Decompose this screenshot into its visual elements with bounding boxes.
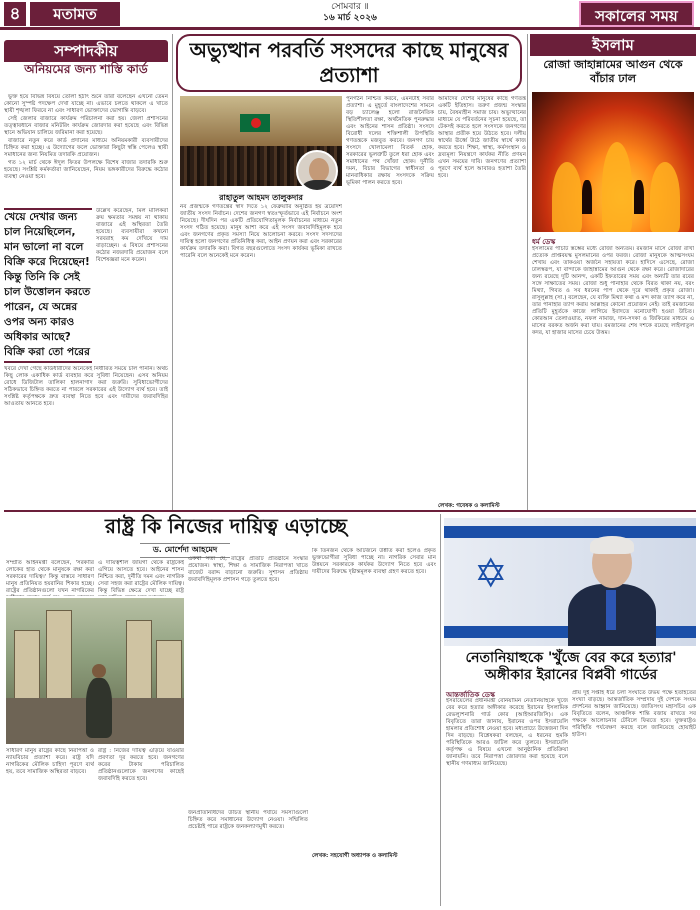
islam-tab: ইসলাম [530, 34, 696, 56]
section-label: মতামত [30, 2, 120, 26]
page-header [0, 0, 700, 30]
editorial-lower-text: খবরে দেখা গেছে কার্ডধারীদের অনেকেই নির্ধারিত সময়ে চাল পাননি। অথচ কিছু লোক একাধিক কার্ড ব্যবহার করে সুবিধা নিয়েছেন। এসব অনিয়ম রোধে ডিজিটাল তালিকা হালনাগাদ করা জরুরি। সুবিধাভোগীদের সঠিকভাবে চিহ্নিত করতে না পারলে সরকারের এই উদ্যোগ ব্যর্থ হবে। তাই সংশ্লিষ্ট কর্তৃপক্ষকে দ্রুত ব্যবস্থা নিতে হবে এবং দায়ীদের জবাবদিহির আওতায় আনতে হবে। [4, 366, 168, 407]
editorial-headline: অনিয়মের জন্য শাস্তি কার্ড [24, 62, 148, 76]
state-signoff: লেখক: সহযোগী অধ্যাপক ও কলামিস্ট [312, 853, 398, 859]
islam-body: ইসলামের পাঁচটি স্তম্ভের মধ্যে রোজা অন্যতম। রমজান মাসে রোজা রাখা প্রত্যেক প্রাপ্তবয়স্ক মুসলমানের ওপর ফরজ। রোজা মানুষকে আত্মসংযম শেখায় এবং তাকওয়া অর্জনে সহায়তা করে। হাদিসে এসেছে, রোজা ঢালস্বরূপ, যা বান্দাকে জাহান্নামের আগুন থেকে রক্ষা করে। রোজাদারের জন্য রয়েছে দুটি আনন্দ, একটি ইফতারের সময় এবং অন্যটি তার রবের সঙ্গে সাক্ষাতের সময়। রোজা শুধু পানাহার থেকে বিরত থাকা নয়, বরং মিথ্যা, গিবত ও সব ধরনের পাপ থেকে দূরে থাকাই প্রকৃত রোজা। রাসুলুল্লাহ (সা.) বলেছেন, যে ব্যক্তি মিথ্যা কথা ও মন্দ কাজ ত্যাগ করে না, তার পানাহার ত্যাগ করায় আল্লাহর কোনো প্রয়োজন নেই। তাই রমজানের প্রতিটি মুহূর্তকে কাজে লাগিয়ে ইবাদতে মনোযোগী হওয়া উচিত। কোরআন তেলাওয়াত, নফল নামাজ, দান-সদকা ও জিকিরের মাধ্যমে এ মাসের বরকত অর্জন করা যায়। রমজানের শেষ দশকে রয়েছে লাইলাতুল কদর, যা হাজার মাসের চেয়ে উত্তম। [532, 246, 694, 336]
flag-icon [240, 114, 270, 132]
city-illustration [6, 598, 184, 744]
column-rule [527, 34, 528, 510]
building-shape [126, 620, 152, 700]
iran-col-2: প্রায় দুই সপ্তাহ ধরে চলা সংঘাতে উভয় পক্ষে হতাহতের সংখ্যা বাড়ছে। আন্তর্জাতিক সম্প্রদায় দুই দেশকে সংযম প্রদর্শনের আহ্বান জানিয়েছে। জাতিসংঘ মহাসচিব এক বিবৃতিতে বলেন, আঞ্চলিক শান্তি বজায় রাখতে সব পক্ষকে আলোচনার টেবিলে ফিরতে হবে। যুক্তরাষ্ট্রও পরিস্থিতি পর্যবেক্ষণ করছে বলে জানিয়েছে হোয়াইট হাউস। [572, 690, 696, 738]
fire-photo [532, 92, 694, 232]
state-lower-2: রাষ্ট্র : নিজের দায়িত্ব এড়িয়ে যাওয়ার প্রবণতা দূর করতে হবে। জনগণের করের টাকায় পরিচালিত প্রতিষ্ঠানগুলোকে জনগণের কাছেই জবাবদিহি করতে হবে। [98, 748, 184, 782]
state-col-2: এ দায়িত্বশীল জায়গা থেকে রাষ্ট্রকেই এগিয়ে আসতে হবে। আইনের শাসন নিশ্চিত করা, দুর্নীতি দমন এবং নাগরিক সেবা সহজ করা রাষ্ট্রের মৌলিক দায়িত্ব। কিন্তু বিভিন্ন ক্ষেত্রে দেখা যাচ্ছে রাষ্ট্র [98, 560, 184, 594]
islam-headline: রোজা জাহান্নামের আগুন থেকে বাঁচার ঢাল [543, 58, 683, 85]
editorial-para: ভুক্ত হয়ে বিভিন্ন বিষয়ে তোলা হঠাৎ শুনে তারা বলেছেন এখনো তেমন কোনো সুস্পষ্ট পদক্ষেপ দেখা যাচ্ছে না। এভাবে চলতে থাকলে এ খাতে স্থায়ী শৃঙ্খলা ফিরবে না এবং সাধারণ ভোক্তাদের ভোগান্তি বাড়বে। [4, 94, 168, 114]
state-lower-1: সাধারণ মানুষ রাষ্ট্রের কাছে নিরাপত্তা ও ন্যায়বিচার প্রত্যাশা করে। রাষ্ট্র যদি নাগরিকের মৌলিক চাহিদা পূরণে ব্যর্থ হয়, তবে সামাজিক অস্থিরতা বাড়বে। [6, 748, 94, 775]
state-col-3: একথা সত্য যে, রাষ্ট্রের প্রতিটি প্রতিষ্ঠানে সংস্কার প্রয়োজন। স্বাস্থ্য, শিক্ষা ও সামাজিক নিরাপত্তা খাতে বাজেট বরাদ্দ বাড়ানো জরুরি। সুশাসন প্রতিষ্ঠায় জবাবদিহিমূলক প্রশাসন গড়ে তুলতে হবে। [188, 556, 308, 583]
day-label: সোমবার ॥ [331, 2, 369, 12]
column-rule [172, 34, 173, 510]
page-number: ৪ [4, 2, 26, 26]
building-shape [156, 640, 182, 700]
lead-col-2: পুনর্গঠন নিশ্চিত করবে, এমনটাই সবার প্রত্যাশা। এ মুহূর্তে বাংলাদেশের সামনে বড় চ্যালেঞ্জ হলো রাজনৈতিক স্থিতিশীলতা রক্ষা, অর্থনৈতিক পুনরুদ্ধার এবং আইনের শাসন প্রতিষ্ঠা। সংসদে বিরোধী দলের শক্তিশালী উপস্থিতি গণতন্ত্রকে মজবুত করবে। জনগণ চায় সংসদে খোলামেলা বিতর্ক হোক, সরকারের ভুলত্রুটি তুলে ধরা হোক এবং সমাধানের পথ খোঁজা হোক। দুর্নীতি দমন, বিচার বিভাগের স্বাধীনতা ও মানবাধিকার রক্ষায় সংসদকে সক্রিয় ভূমিকা পালন করতে হবে। [346, 96, 434, 186]
state-headline: রাষ্ট্র কি নিজের দায়িত্ব এড়াচ্ছে [104, 514, 347, 538]
author-body [302, 180, 336, 192]
man-figure [86, 678, 112, 738]
editorial-tab: সম্পাদকীয় [4, 40, 168, 62]
state-author: ড. মোর্শেদা আহমেদ [140, 543, 230, 558]
editorial-side-text: উল্লেখ করেছেন, মিল মালিকরা ক্রয় ক্ষমতার সমন্বয় না থাকায় বাজারে এই অস্থিরতা তৈরি হয়েছে। ব্যবসায়ীরা কখনো সরবরাহ কম দেখিয়ে দাম বাড়াচ্ছেন। এ বিষয়ে প্রশাসনের কঠোর নজরদারি প্রয়োজন বলে বিশেষজ্ঞরা মনে করেন। [96, 208, 168, 263]
iran-headline: নেতানিয়াহুকে 'খুঁজে বের করে হত্যার' অঙ্গীকার ইরানের বিপ্লবী গার্ডের [465, 650, 677, 683]
flame-shape [650, 162, 680, 232]
netanyahu-photo [444, 518, 696, 646]
lead-headline: অভ্যুত্থান পরবর্তি সংসদের কাছে মানুষের প্রত্যাশা [176, 34, 522, 92]
lead-author: রাহাতুল আহমদ তালুকদার [219, 193, 303, 202]
section-divider [4, 510, 696, 512]
author-photo [296, 150, 338, 192]
flame-shape [602, 142, 632, 232]
iran-col-1: ইসরায়েলের প্রধানমন্ত্রী বেনিয়ামিন নেতানিয়াহুকে খুঁজে বের করে হত্যার অঙ্গীকার করেছে ইরানের ইসলামিক রেভল্যুশনারি গার্ড কোর (আইআরজিসি)। এক বিবৃতিতে তারা জানায়, ইরানের ওপর ইসরায়েলি হামলার প্রতিশোধ নেওয়া হবে। মধ্যপ্রাচ্যে উত্তেজনা দিন দিন বাড়ছে। বিশ্লেষকরা বলছেন, এ ধরনের হুমকি পরিস্থিতিকে আরও জটিল করে তুলবে। ইসরায়েলি কর্তৃপক্ষ এ বিষয়ে এখনো আনুষ্ঠানিক প্রতিক্রিয়া জানায়নি। তবে নিরাপত্তা জোরদার করা হয়েছে বলে স্থানীয় গণমাধ্যম জানিয়েছে। [446, 698, 568, 767]
flame-shape [552, 162, 582, 232]
masthead-logo: সকালের সময় [579, 1, 694, 27]
column-rule [440, 514, 441, 906]
hair-shape [590, 536, 634, 554]
figure-silhouette [582, 180, 592, 214]
author-face [309, 158, 329, 182]
date-label: ১৬ মার্চ ২০২৬ [323, 13, 377, 23]
figure-silhouette [634, 180, 644, 214]
lead-col-3: আমাদের দেশের মানুষের কাছে গণতন্ত্র একটি ইতিহাস। তরুণ প্রজন্ম সংস্কার চায়, বৈষম্যহীন সমাজ চায়। অভ্যুত্থানের মাধ্যমে যে পরিবর্তনের সূচনা হয়েছে, তা টেকসই করতে হলে সংসদকে জনগণের আস্থার প্রতীক হয়ে উঠতে হবে। দলীয় স্বার্থের ঊর্ধ্বে উঠে জাতীয় স্বার্থে কাজ করতে হবে। শিক্ষা, স্বাস্থ্য, কর্মসংস্থান ও দ্রব্যমূল্য নিয়ন্ত্রণে কার্যকর নীতি প্রণয়ন এখন সময়ের দাবি। জনগণের প্রত্যাশা পূরণে ব্যর্থ হলে আবারও হতাশা তৈরি হবে। [438, 96, 526, 179]
tie-shape [606, 590, 616, 630]
editorial-para: বাজারে নতুন করে কার্ড প্রদানের মাধ্যমে অনিয়মকারী ব্যবসায়ীদের চিহ্নিত করা হচ্ছে। এ উদ্যোগের ফলে ভোক্তারা কিছুটা স্বস্তি পেলেও স্থায়ী সমাধানের জন্য নিয়মিত তদারকি প্রয়োজন। [4, 138, 168, 158]
building-shape [14, 630, 40, 700]
iran-desk: আন্তর্জাতিক ডেস্ক [446, 691, 495, 699]
lead-col-1: নব প্রজন্মকে গণতন্ত্রের স্বাদ দিতে ১২ ফেব্রুয়ারি অনুষ্ঠিত হয় ত্রয়োদশ জাতীয় সংসদ নির্বাচন। দেশের জনগণ স্বতঃস্ফূর্তভাবে এই নির্বাচনে অংশ নিয়েছে। দীর্ঘদিন পর একটি প্রতিযোগিতামূলক নির্বাচনের মাধ্যমে নতুন সংসদ গঠিত হয়েছে। মানুষ আশা করে এই সংসদ জবাবদিহিমূলক হবে এবং জনগণের প্রকৃত সমস্যা নিয়ে আলোচনা করবে। সংসদ সদস্যদের দায়িত্ব হলো জনগণের প্রতিনিধিত্ব করা, আইন প্রণয়ন করা এবং সরকারের কার্যক্রম তদারকি করা। বিগত বছরগুলোতে সংসদ কার্যকর ভূমিকা রাখতে পারেনি বলে অনেকেই মনে করেন। [180, 204, 342, 259]
editorial-para: গত ১২ মার্চ থেকে ঈদুল ফিতর উপলক্ষে বিশেষ বাজার তদারকি শুরু হয়েছে। সংশ্লিষ্ট কর্মকর্তারা জানিয়েছেন, নিয়ম ভঙ্গকারীদের বিরুদ্ধে কঠোর ব্যবস্থা নেওয়া হবে। [4, 160, 168, 180]
person-figure [564, 538, 654, 646]
lead-signoff: লেখক: গবেষক ও কলামিস্ট [438, 503, 500, 509]
flag-stripe [444, 526, 696, 538]
state-col-4: কি তিনজন থেকে আটজনে উন্নীত করা হলেও প্রকৃত ভুক্তভোগীরা সুবিধা পাচ্ছে না। নাগরিক সেবার মান উন্নয়নে সরকারকে কার্যকর উদ্যোগ নিতে হবে এবং দায়ীদের বিরুদ্ধে দৃষ্টান্তমূলক ব্যবস্থা গ্রহণ করতে হবে। [312, 548, 436, 575]
pull-quote: খেয়ে দেখার জন্য চাল নিয়েছিলেন, মান ভালো না বলে বিক্রি করে দিয়েছেন! কিন্তু তিনি কি সেই চাল উত্তোলন করতে পারেন, যে অন্নের ওপর অন্য কারও অধিকার আছে? বিক্রি করা তো পরের [4, 208, 92, 363]
editorial-para: সেই জেলার বাজারে কার্যক্রম পরিচালনা করা হয়। জেলা প্রশাসনের তত্ত্বাবধানে বাজার মনিটরিং কার্যক্রম জোরদার করা হয়েছে এবং বিভিন্ন স্থানে অভিযান চালিয়ে জরিমানা করা হয়েছে। [4, 116, 168, 136]
building-shape [46, 610, 72, 700]
editorial-body [4, 94, 168, 206]
state-col-1: সম্প্রতি আইনমন্ত্রী বলেছেন, 'সরকারি লোকের হাত থেকে মানুষকে রক্ষা করা সরকারের দায়িত্ব।' কিন্তু বাস্তবে সাধারণ মানুষ প্রতিনিয়ত হয়রানির শিকার হচ্ছে। রাষ্ট্রের প্রতিষ্ঠানগুলো যখন নাগরিকের [6, 560, 94, 594]
state-lower-3: জনপ্রতিনিধিদের উচিত স্থানীয় পর্যায়ে সমস্যাগুলো চিহ্নিত করে সমাধানের উদ্যোগ নেওয়া। সম্মিলিত প্রচেষ্টাই পারে রাষ্ট্রকে জনকল্যাণমুখী করতে। [188, 810, 308, 830]
star-of-david-icon: ✡ [474, 551, 508, 597]
islam-desk: ধর্ম ডেস্ক [532, 238, 556, 246]
